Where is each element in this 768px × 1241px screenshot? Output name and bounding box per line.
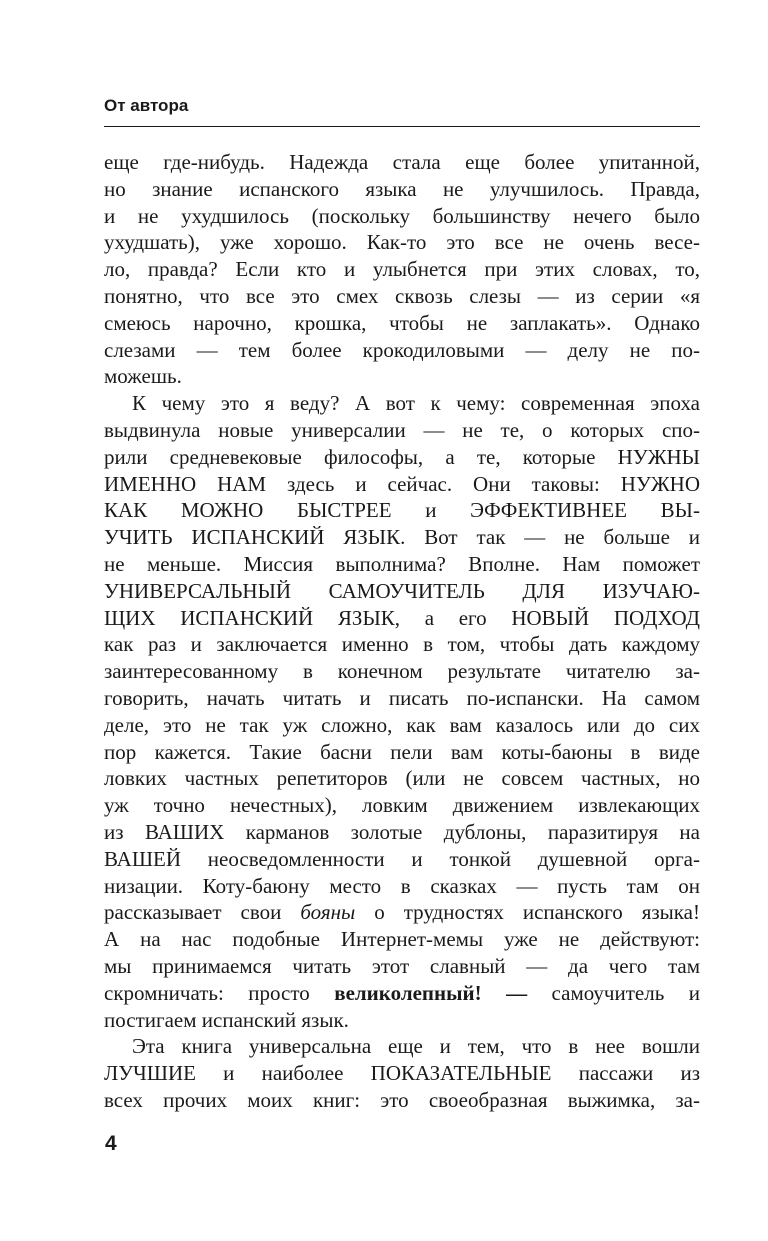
text-line: КАК МОЖНО БЫСТРЕЕ и ЭФФЕКТИВНЕЕ ВЫ- <box>104 498 700 523</box>
text-line: УЧИТЬ ИСПАНСКИЙ ЯЗЫК. Вот так — не больше и <box>104 525 700 550</box>
paragraph-1 <box>104 149 700 390</box>
text-line: ЛУЧШИЕ и наиболее ПОКАЗАТЕЛЬНЫЕ пассажи из <box>104 1061 700 1086</box>
text-line: Эта книга универсальна еще и тем, что в нее вошли <box>132 1034 700 1059</box>
body-text <box>104 149 700 1114</box>
running-head: От автора <box>104 96 189 115</box>
text-line: слезами — тем более крокодиловыми — делу не по- <box>104 337 700 362</box>
text-line: постигаем испанский язык. <box>104 1007 349 1032</box>
text-segment: о трудностях испанского языка! <box>355 900 700 925</box>
text-line: ИМЕННО НАМ здесь и сейчас. Они таковы: НУЖНО <box>104 471 700 496</box>
text-line: УНИВЕРСАЛЬНЫЙ САМОУЧИТЕЛЬ ДЛЯ ИЗУЧАЮ- <box>104 578 700 603</box>
text-line: смеюсь нарочно, крошка, чтобы не заплакать». Однако <box>104 310 700 335</box>
text-line: не меньше. Миссия выполнима? Вполне. Нам поможет <box>104 551 700 576</box>
text-line: деле, это не так уж сложно, как вам казалось или до сих <box>104 712 700 737</box>
text-line: А на нас подобные Интернет-мемы уже не действуют: <box>104 927 700 952</box>
text-line: из ВАШИХ карманов золотые дублоны, паразитируя на <box>104 819 700 844</box>
bold-word: великолепный! — <box>334 980 528 1005</box>
text-line: как раз и заключается именно в том, чтобы дать каждому <box>104 632 700 657</box>
italic-word: бояны <box>300 900 356 925</box>
text-line: пор кажется. Такие басни пели вам коты-баюны в виде <box>104 739 700 764</box>
paragraph-2 <box>104 390 700 1033</box>
text-line: можешь. <box>104 364 182 389</box>
text-line: рили средневековые философы, а те, которые НУЖНЫ <box>104 444 700 469</box>
text-line: уж точно нечестных), ловким движением извлекающих <box>104 793 700 818</box>
page-number: 4 <box>105 1132 117 1155</box>
text-line: и не ухудшилось (поскольку большинству нечего было <box>104 203 700 228</box>
text-segment: рассказывает свои <box>104 900 301 925</box>
text-line: говорить, начать читать и писать по-испански. На самом <box>104 685 700 710</box>
text-line-with-italic <box>104 899 700 926</box>
text-line: К чему это я веду? А вот к чему: современная эпоха <box>132 391 700 416</box>
text-line-with-bold <box>104 980 700 1007</box>
text-line: ЩИХ ИСПАНСКИЙ ЯЗЫК, а его НОВЫЙ ПОДХОД <box>104 605 700 630</box>
text-line: ловких частных репетиторов (или не совсем частных, но <box>104 766 700 791</box>
header-divider <box>104 126 700 127</box>
text-line: ло, правда? Если кто и улыбнется при этих словах, то, <box>104 257 700 282</box>
text-line: ухудшать), уже хорошо. Как-то это все не очень весе- <box>104 230 700 255</box>
text-line: мы принимаемся читать этот славный — да чего там <box>104 953 700 978</box>
text-line: но знание испанского языка не улучшилось. Правда, <box>104 176 700 201</box>
text-line: понятно, что все это смех сквозь слезы — из серии «я <box>104 283 700 308</box>
text-line: заинтересованному в конечном результате читателю за- <box>104 659 700 684</box>
text-line: всех прочих моих книг: это своеобразная выжимка, за- <box>104 1087 700 1112</box>
text-line: выдвинула новые универсалии — не те, о которых спо- <box>104 417 700 442</box>
text-line: низации. Коту-баюну место в сказках — пусть там он <box>104 873 700 898</box>
text-segment: скромничать: просто <box>104 980 335 1005</box>
text-segment: самоучитель и <box>527 980 700 1005</box>
paragraph-3 <box>104 1033 700 1113</box>
text-line: еще где-нибудь. Надежда стала еще более упитанной, <box>104 150 700 174</box>
text-line: ВАШЕЙ неосведомленности и тонкой душевной орга- <box>104 846 700 871</box>
